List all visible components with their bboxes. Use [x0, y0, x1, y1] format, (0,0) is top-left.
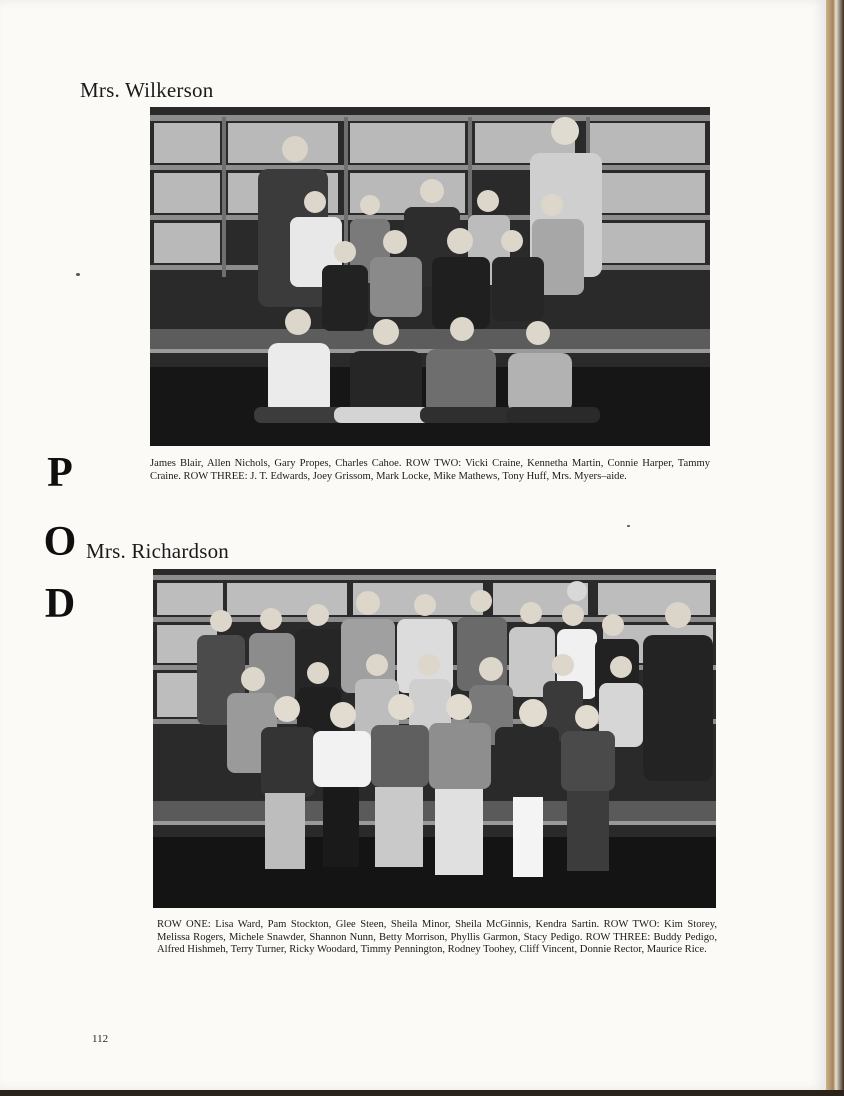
page-bottom-edge — [0, 1090, 844, 1096]
section-letter-o: O — [43, 519, 77, 565]
page-edge — [826, 0, 844, 1096]
class-photo-richardson-image — [153, 569, 716, 908]
section-letter-d: D — [44, 581, 76, 627]
page-number: 112 — [92, 1033, 109, 1045]
class-caption-richardson: ROW ONE: Lisa Ward, Pam Stockton, Glee Steen, Sheila Minor, Sheila McGinnis, Kendra Sartin. ROW TWO: Kim Storey, Melissa Rogers, Michele Snawder, Shannon Nunn, Betty Morrison, Phyllis Garmon, Stacy Pedigo. ROW THREE: Buddy Pedigo, Alfred Hishmeh, Terry Turner, Ricky Woodard, Timmy Pennington, Rodney Toohey, Cliff Vincent, Donnie Rector, Maurice Rice. — [157, 919, 717, 956]
print-speck — [76, 273, 80, 276]
teacher-heading-wilkerson: Mrs. Wilkerson — [80, 78, 214, 102]
print-speck — [627, 525, 630, 527]
section-letter-p: P — [47, 450, 73, 496]
class-photo-richardson — [153, 569, 716, 908]
class-photo-wilkerson — [150, 107, 710, 446]
teacher-heading-richardson: Mrs. Richardson — [86, 539, 229, 563]
class-caption-wilkerson: James Blair, Allen Nichols, Gary Propes, Charles Cahoe. ROW TWO: Vicki Craine, Kennetha Martin, Connie Harper, Tammy Craine. ROW THREE: J. T. Edwards, Joey Grissom, Mark Locke, Mike Mathews, Tony Huff, Mrs. Myers–aide. — [150, 458, 710, 482]
class-photo-wilkerson-image — [150, 107, 710, 446]
